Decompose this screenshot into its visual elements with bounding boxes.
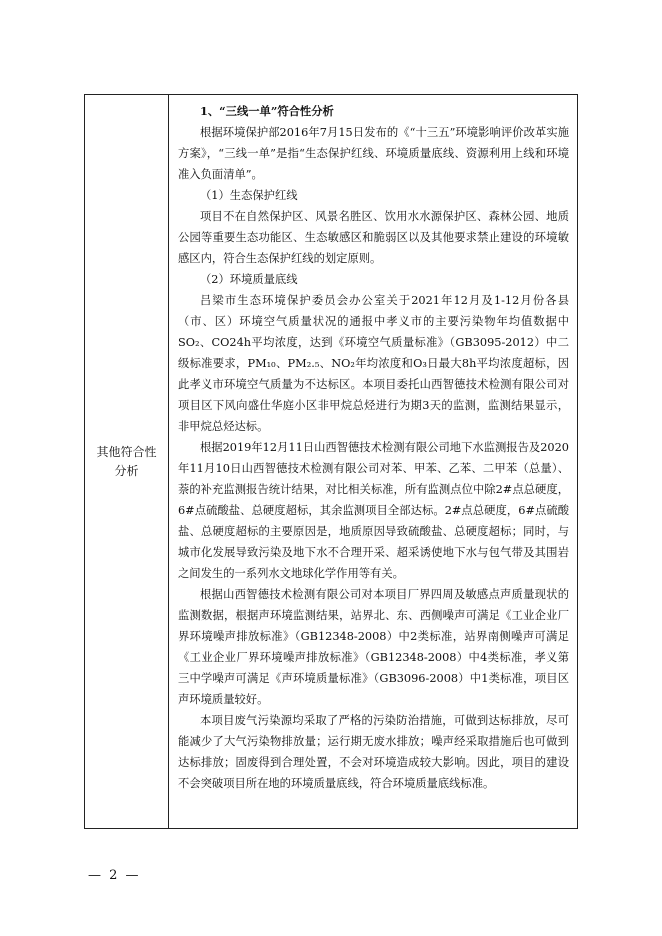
body-paragraph: 根据2019年12月11日山西智德技术检测有限公司地下水监测报告及2020年11月10日山西智德技术检测有限公司对苯、甲苯、乙苯、二甲苯（总量）、萘的补充监测报告统计结果，对比相关标准，所有监测点位中除2#点总硬度，6#点硫酸盐、总硬度超标，其余监测项目全部达标。2#点总硬度，6#点硫酸盐、总硬度超标的主要原因是，地质原因导致硫酸盐、总硬度超标；同时，与城市化发展导致污染及地下水不合理开采、超采诱使地下水与包气带及其围岩之间发生的一系列水文地球化学作用等有关。 [178,441,569,580]
content-cell [169,95,577,828]
body-paragraph: 本项目废气污染源均采取了严格的污染防治措施，可做到达标排放，尽可能减少了大气污染物排放量；运行期无废水排放；噪声经采取措施后也可做到达标排放；固废得到合理处置，不会对环境造成较大影响。因此，项目的建设不会突破项目所在地的环境质量底线，符合环境质量底线标准。 [178,714,569,790]
body-paragraph: 根据环境保护部2016年7月15日发布的《“十三五”环境影响评价改革实施方案》，“三线一单”是指“生态保护红线、环境质量底线、资源利用上线和环境准入负面清单”。 [178,126,569,181]
analysis-table [84,94,578,829]
row-label-cell [85,95,169,828]
subsection-heading: （1）生态保护红线 [200,189,298,202]
section-heading: 1、“三线一单”符合性分析 [200,104,334,118]
page-number: — 2 — [88,868,141,883]
body-paragraph: 根据山西智德技术检测有限公司对本项目厂界四周及敏感点声质量现状的监测数据，根据声环境监测结果，站界北、东、西侧噪声可满足《工业企业厂界环境噪声排放标准》（GB12348-2008）中2类标准，站界南侧噪声可满足《工业企业厂界环境噪声排放标准》（GB12348-2008）中4类标准，孝义第三中学噪声可满足《声环境质量标准》（GB3096-2008）中1类标准，项目区声环境质量较好。 [178,588,569,706]
row-label: 其他符合性分析 [96,444,157,478]
body-paragraph: 项目不在自然保护区、风景名胜区、饮用水水源保护区、森林公园、地质公园等重要生态功能区、生态敏感区和脆弱区以及其他要求禁止建设的环境敏感区内，符合生态保护红线的划定原则。 [178,210,569,265]
subsection-heading: （2）环境质量底线 [200,273,298,286]
body-paragraph: 吕梁市生态环境保护委员会办公室关于2021年12月及1-12月份各县（市、区）环境空气质量状况的通报中孝义市的主要污染物年均值数据中SO₂、CO24h平均浓度，达到《环境空气质量标准》（GB3095-2012）中二级标准要求，PM₁₀、PM₂.₅、NO₂年均浓度和O₃日最大8h平均浓度超标，因此孝义市环境空气质量为不达标区。本项目委托山西智德技术检测有限公司对项目区下风向盛仕华庭小区非甲烷总烃进行为期3天的监测，监测结果显示，非甲烷总烃达标。 [178,294,569,433]
